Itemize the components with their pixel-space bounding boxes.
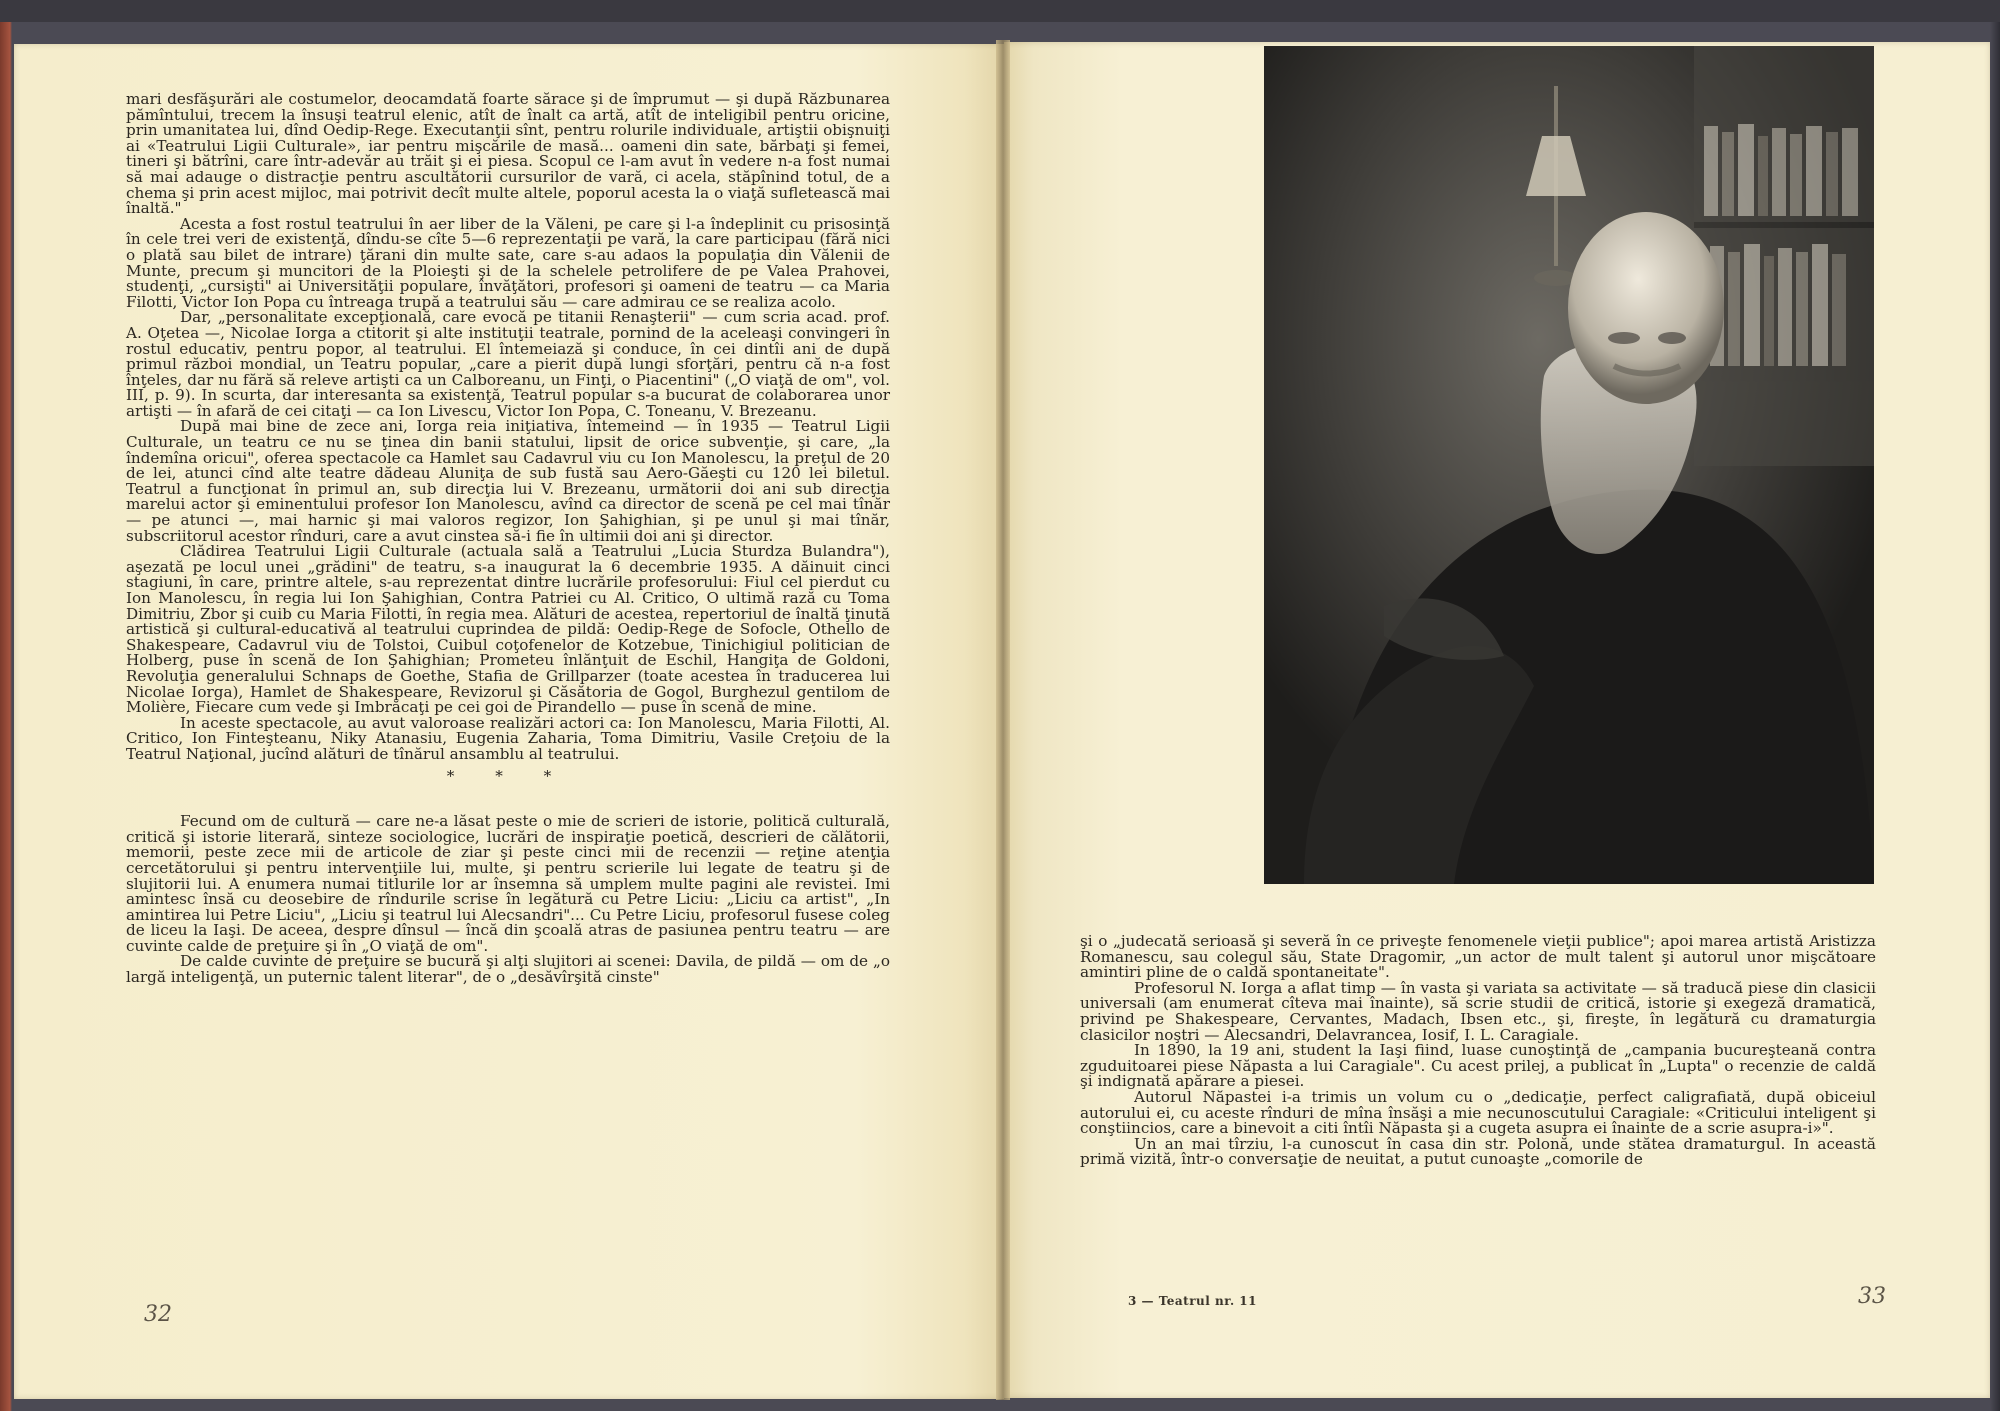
paragraph: In aceste spectacole, au avut valoroase realizări actori ca: Ion Manolescu, Maria Filotti, Al. Critico, Ion Finteşteanu, Niky Atanasiu, Eugenia Zaharia, Toma Dimitriu, Vasile Creţoiu de la Teatrul Naţional, jucînd alături de tînărul ansamblu al teatrului.	[126, 713, 890, 763]
paragraph: Fecund om de cultură — care ne-a lăsat peste o mie de scrieri de istorie, politică culturală, critică şi istorie literară, sinteze sociologice, lucrări de inspiraţie poetică, descrieri de călătorii, memorii, peste zece mii de articole de ziar şi peste cinci mii de recenzii — reţine atenţia cercetătorului şi pentru intervenţiile lui, multe, şi pentru scrierile lui legate de teatru şi de slujitorii lui. A enumera numai titlurile lor ar însemna să umplem multe pagini ale revistei. Imi amintesc însă cu deosebire de rîndurile scrise în legătură cu Petre Liciu: „Liciu ca artist", „In amintirea lui Petre Liciu", „Liciu şi teatrul lui Alecsandri"... Cu Petre Liciu, profesorul fusese coleg de liceu la Iaşi. De aceea, despre dînsul — încă din şcoală atras de pasiunea pentru teatru — are cuvinte calde de preţuire şi în „O viaţă de om".	[126, 812, 890, 955]
section-separator: * * *	[446, 766, 570, 785]
paragraph: După mai bine de zece ani, Iorga reia iniţiativa, întemeind — în 1935 — Teatrul Ligii Culturale, un teatru ce nu se ţinea din banii statului, lipsit de orice subvenţie, şi care, „la îndemîna oricui", oferea spectacole ca Hamlet sau Cadavrul viu cu Ion Manolescu, la preţul de 20 de lei, atunci cînd alte teatre dădeau Aluniţa de sub fustă sau Aero-Găeşti cu 120 lei biletul. Teatrul a funcţionat în primul an, sub direcţia lui V. Brezeanu, următorii doi ani sub direcţia marelui actor şi eminentului profesor Ion Manolescu, avînd ca director de scenă pe cel mai tînăr — pe atunci —, mai harnic şi mai valoros regizor, Ion Şahighian, şi pe unul şi mai tînăr, subscriitorul acestor rînduri, care a avut cinstea să-i fie în ultimii doi ani şi director.	[126, 417, 890, 545]
paragraph: In 1890, la 19 ani, student la Iaşi fiind, luase cunoştinţă de „campania bucureşteană contra zguduitoarei piese Năpasta a lui Caragiale". Cu acest prilej, a publicat în „Lupta" o recenzie de caldă şi indignată apărare a piesei.	[1080, 1041, 1876, 1091]
portrait-photo	[1264, 46, 1874, 884]
paragraph: mari desfăşurări ale costumelor, deocamdată foarte sărace şi de împrumut — şi după Răzbunarea pămîntului, trecem la însuşi teatrul elenic, atît de înalt ca artă, atît de inteligibil pentru oricine, prin umanitatea lui, dînd Oedip-Rege. Executanţii sînt, pentru rolurile individuale, artiştii obişnuiţi ai «Teatrului Ligii Culturale», iar pentru mişcările de masă... oameni din sate, bărbaţi şi femei, tineri şi bătrîni, care într-adevăr au trăit şi ei piesa. Scopul ce l-am avut în vedere n-a fost numai să mai adauge o distracţie pentru ascultătorii cursurilor de vară, ci acela, stăpînind totul, de a chema şi prin acest mijloc, mai potrivit decît multe altele, poporul acesta la o viaţă sufletească mai înaltă."	[126, 90, 890, 218]
right-page-text	[1080, 934, 1876, 1168]
paragraph: Clădirea Teatrului Ligii Culturale (actuala sală a Teatrului „Lucia Sturdza Bulandra"), aşezată pe locul unei „grădini" de teatru, s-a inaugurat la 6 decembrie 1935. A dăinuit cinci stagiuni, în care, printre altele, s-au reprezentat dintre lucrările profesorului: Fiul cel pierdut cu Ion Manolescu, în regia lui Ion Şahighian, Contra Patriei cu Al. Critico, O ultimă rază cu Toma Dimitriu, Zbor şi cuib cu Maria Filotti, în regia mea. Alături de acestea, repertoriul de înaltă ţinută artistică şi cultural-educativă al teatrului cuprindea de pildă: Oedip-Rege de Sofocle, Othello de Shakespeare, Cadavrul viu de Tolstoi, Cuibul coţofenelor de Kotzebue, Tinichigiul politician de Holberg, puse în scenă de Ion Şahighian; Prometeu înlănţuit de Eschil, Hangiţa de Goldoni, Revoluţia generalului Schnaps de Goethe, Stafia de Grillparzer (toate acestea în traducerea lui Nicolae Iorga), Hamlet de Shakespeare, Revizorul şi Căsătoria de Gogol, Burghezul gentilom de Molière, Fiecare cum vede şi Imbrăcaţi pe cei goi de Pirandello — puse în scenă de mine.	[126, 542, 890, 717]
right-page-number: 33	[1858, 1284, 1886, 1309]
paragraph: Autorul Năpastei i-a trimis un volum cu o „dedicaţie, perfect caligrafiată, după obiceiul autorului ei, cu aceste rînduri de mîna însăşi a mie necunoscutului Caragiale: «Criticului inteligent şi conştiincios, care a binevoit a citi întîi Năpasta şi a cugeta asupra ei înainte de a scrie asupra-i»".	[1080, 1087, 1876, 1138]
paragraph: şi o „judecată serioasă şi severă în ce priveşte fenomenele vieţii publice"; apoi marea artistă Aristizza Romanescu, sau colegul său, State Dragomir, „un actor de mult talent şi autorul unor mişcătoare amintiri pline de o caldă spontaneitate".	[1080, 932, 1876, 982]
footer-note: 3 — Teatrul nr. 11	[1128, 1294, 1257, 1308]
left-page-text	[126, 92, 890, 986]
book-gutter	[996, 40, 1010, 1400]
paragraph: Profesorul N. Iorga a aflat timp — în vasta şi variata sa activitate — să traducă piese din clasicii universali (am enumerat cîteva mai înainte), să scrie studii de critică, istorie şi exegeză dramatică, privind pe Shakespeare, Cervantes, Madach, Ibsen etc., şi, fireşte, în legătură cu dramaturgia clasicilor noştri — Alecsandri, Delavrancea, Iosif, I. L. Caragiale.	[1080, 978, 1876, 1044]
paragraph: Dar, „personalitate excepţională, care evocă pe titanii Renaşterii" — cum scria acad. prof. A. Oţetea —, Nicolae Iorga a ctitorit şi alte instituţii teatrale, pornind de la aceleaşi convingeri în rostul educativ, pentru popor, al teatrului. El întemeiază şi conduce, în cei dintîi ani de după primul război mondial, un Teatru popular, „care a pierit după lungi sforţări, pentru că n-a fost înţeles, dar nu fără să releve artişti ca un Calboreanu, un Finţi, o Piacentini" („O viaţă de om", vol. III, p. 9). In scurta, dar interesanta sa existenţă, Teatrul popular s-a bucurat de colaborarea unor artişti — în afară de cei citaţi — ca Ion Livescu, Victor Ion Popa, C. Toneanu, V. Brezeanu.	[126, 308, 890, 420]
paragraph: Un an mai tîrziu, l-a cunoscut în casa din str. Polonă, unde stătea dramaturgul. In această primă vizită, într-o conversaţie de neuitat, a putut cunoaşte „comorile de	[1080, 1134, 1876, 1169]
paragraph: Acesta a fost rostul teatrului în aer liber de la Văleni, pe care şi l-a îndeplinit cu prisosinţă în cele trei veri de existenţă, dîndu-se cîte 5—6 reprezentaţii pe vară, la care participau (fără nici o plată sau bilet de intrare) ţărani din multe sate, care s-au adaos la populaţia din Vălenii de Munte, precum şi muncitori de la Ploieşti şi de la schelele petrolifere de pe Valea Prahovei, studenţi, „cursişti" ai Universităţii populare, învăţători, profesori şi oameni de teatru — ca Maria Filotti, Victor Ion Popa cu întreaga trupă a teatrului său — care admirau ce se realiza acolo.	[126, 214, 890, 311]
paragraph: De calde cuvinte de preţuire se bucură şi alţi slujitori ai scenei: Davila, de pildă — om de „o largă inteligenţă, un puternic talent literar", de o „desăvîrşită cinste"	[126, 952, 890, 987]
left-page-number: 32	[144, 1302, 172, 1327]
